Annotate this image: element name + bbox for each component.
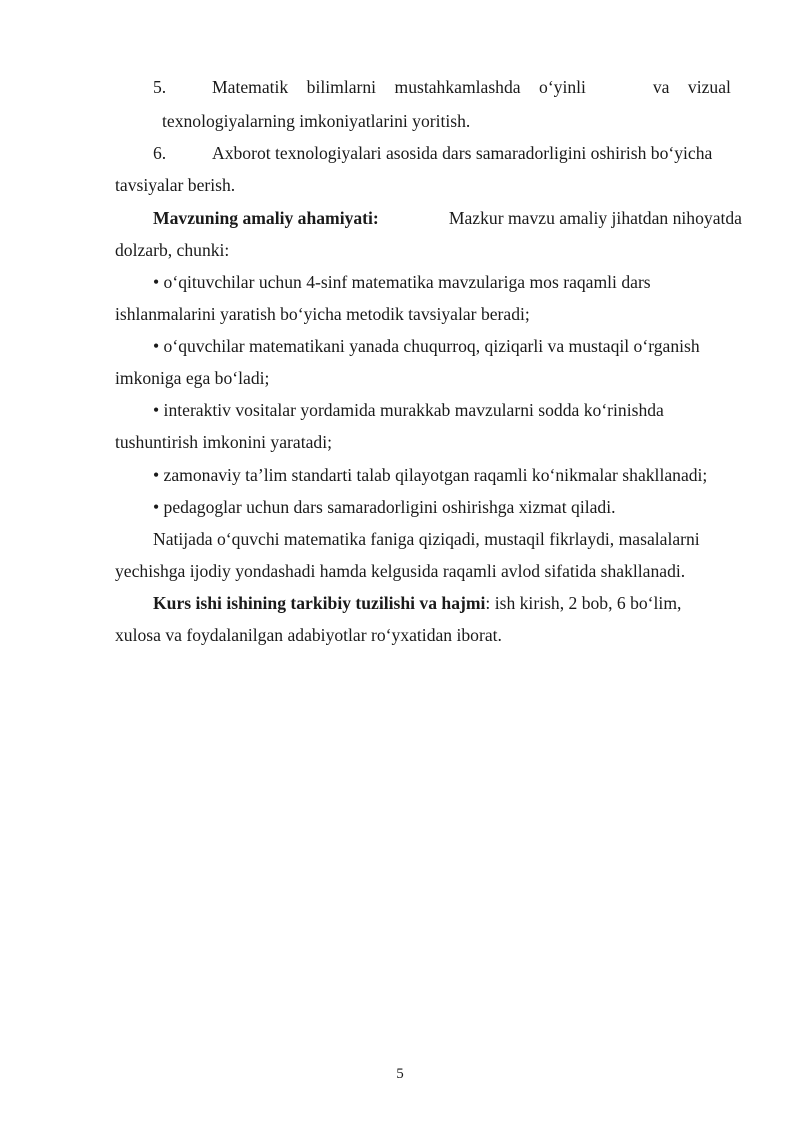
item-5-line-2: texnologiyalarning imkoniyatlarini yoritish. [162, 111, 471, 131]
bullet-3-line-1: • interaktiv vositalar yordamida murakkab mavzularni sodda ko‘rinishda [153, 400, 664, 420]
bullet-2-line-1: • o‘quvchilar matematikani yanada chuqurroq, qiziqarli va mustaqil o‘rganish [153, 336, 700, 356]
result-line-2: yechishga ijodiy yondashadi hamda kelgusida raqamli avlod sifatida shakllanadi. [115, 561, 686, 581]
bullet-4-line-1: • zamonaviy ta’lim standarti talab qilayotgan raqamli ko‘nikmalar shakllanadi; [153, 465, 708, 485]
item-5-word: o‘yinli [539, 77, 586, 97]
bullet-3-line-2: tushuntirish imkonini yaratadi; [115, 432, 332, 452]
practical-line-2: dolzarb, chunki: [115, 240, 230, 260]
item-5-word: Matematik [212, 77, 289, 97]
structure-heading: Kurs ishi ishining tarkibiy tuzilishi va hajmi [153, 593, 486, 613]
item-6-number: 6. [153, 143, 167, 163]
bullet-1-line-1: • o‘qituvchilar uchun 4-sinf matematika mavzulariga mos raqamli dars [153, 272, 651, 292]
item-5-word: vizual [687, 77, 731, 97]
bullet-1-line-2: ishlanmalarini yaratish bo‘yicha metodik tavsiyalar beradi; [115, 304, 530, 324]
structure-line-1 [153, 592, 742, 614]
item-5-word: mustahkamlashda [394, 77, 521, 97]
practical-text: Mazkur mavzu amaliy jihatdan nihoyatda [448, 208, 742, 228]
structure-line-2: xulosa va foydalanilgan adabiyotlar ro‘yxatidan iborat. [115, 625, 502, 645]
practical-line-1 [153, 207, 742, 229]
bullet-5-line-1: • pedagoglar uchun dars samaradorligini oshirishga xizmat qiladi. [153, 497, 616, 517]
item-5-number: 5. [153, 77, 167, 97]
page-number: 5 [396, 1066, 404, 1082]
item-5-word: bilimlarni [306, 77, 377, 97]
result-line-1: Natijada o‘quvchi matematika faniga qiziqadi, mustaqil fikrlaydi, masalalarni [153, 529, 700, 549]
structure-text: : ish kirish, 2 bob, 6 bo‘lim, [485, 593, 682, 613]
practical-heading: Mavzuning amaliy ahamiyati: [153, 208, 379, 228]
bullet-2-line-2: imkoniga ega bo‘ladi; [115, 368, 270, 388]
item-5-word: va [652, 77, 670, 97]
item-6-line-2: tavsiyalar berish. [115, 175, 236, 195]
item-5-line-1 [212, 76, 731, 98]
item-6-line-1: Axborot texnologiyalari asosida dars samaradorligini oshirish bo‘yicha [212, 143, 713, 163]
